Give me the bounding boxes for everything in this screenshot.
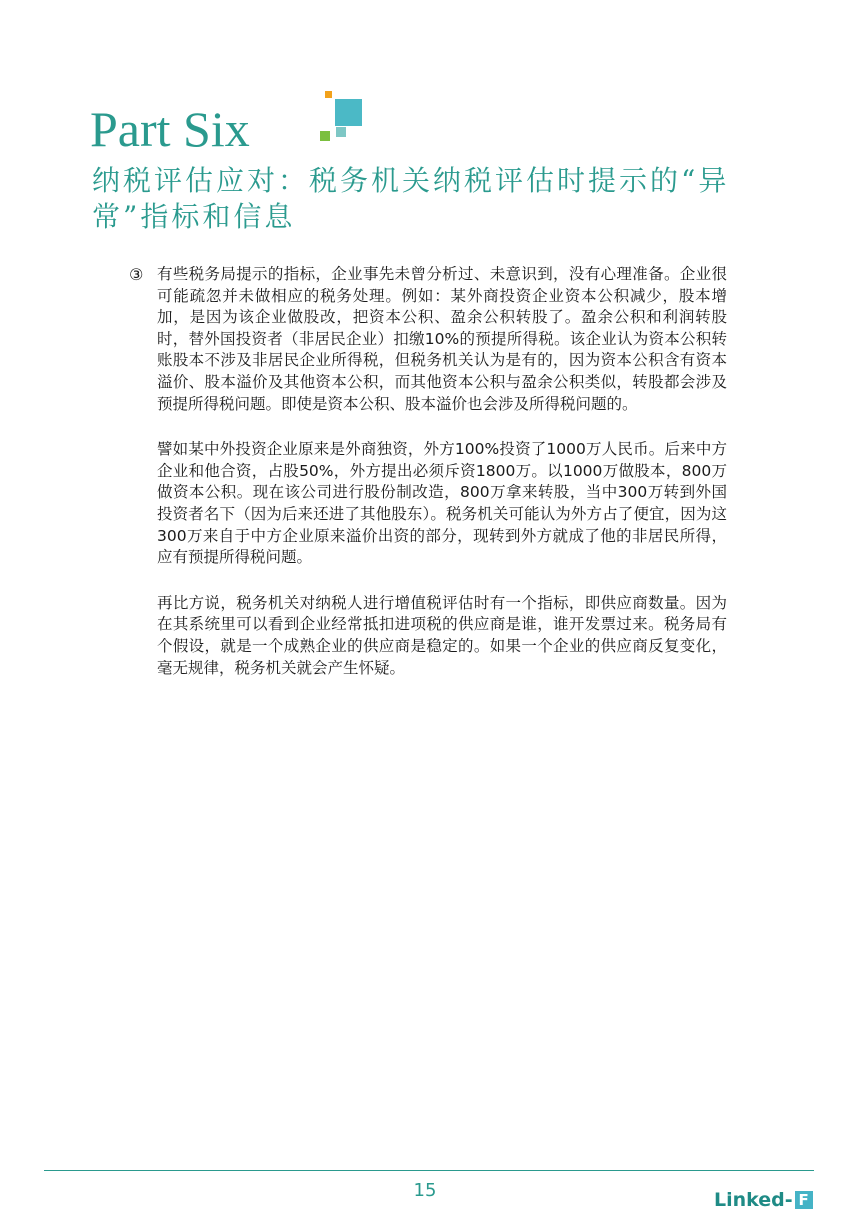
- body-content: [157, 264, 727, 703]
- part-title: Part Six: [90, 101, 250, 157]
- section-subtitle: 纳税评估应对：税务机关纳税评估时提示的“异常”指标和信息: [92, 164, 730, 233]
- decorative-square-teal: [336, 127, 346, 137]
- logo-text: Linked-: [714, 1189, 793, 1211]
- paragraph-2: 譬如某中外投资企业原来是外商独资，外方100%投资了1000万人民币。后来中方企业和他合资，占股50%，外方提出必须斥资1800万。以1000万做股本，800万做资本公积。现在该公司进行股份制改造，800万拿来转股，当中300万转到外国投资者名下（因为后来还进了其他股东）。税务机关可能认为外方占了便宜，因为这300万来自于中方企业原来溢价出资的部分，现转到外方就成了他的非居民所得，应有预提所得税问题。: [157, 440, 727, 567]
- logo-badge: F: [795, 1191, 813, 1209]
- paragraph-1: 有些税务局提示的指标，企业事先未曾分析过、未意识到，没有心理准备。企业很可能疏忽并未做相应的税务处理。例如：某外商投资企业资本公积减少，股本增加，是因为该企业做股改，把资本公积、盈余公积转股了。盈余公积和利润转股时，替外国投资者（非居民企业）扣缴10%的预提所得税。该企业认为资本公积转账股本不涉及非居民企业所得税，但税务机关认为是有的，因为资本公积含有资本溢价、股本溢价及其他资本公积，而其他资本公积与盈余公积类似，转股都会涉及预提所得税问题。即使是资本公积、股本溢价也会涉及所得税问题的。: [157, 265, 727, 413]
- decorative-square-blue: [335, 99, 362, 126]
- decorative-square-orange: [325, 91, 332, 98]
- decorative-square-green: [320, 131, 330, 141]
- item-marker: ③: [129, 265, 144, 284]
- footer-divider: [44, 1170, 814, 1171]
- paragraph-3: 再比方说，税务机关对纳税人进行增值税评估时有一个指标，即供应商数量。因为在其系统里可以看到企业经常抵扣进项税的供应商是谁，谁开发票过来。税务局有个假设，就是一个成熟企业的供应商是稳定的。如果一个企业的供应商反复变化，毫无规律，税务机关就会产生怀疑。: [157, 593, 727, 677]
- brand-logo: [714, 1189, 813, 1211]
- page-number: 15: [413, 1180, 437, 1201]
